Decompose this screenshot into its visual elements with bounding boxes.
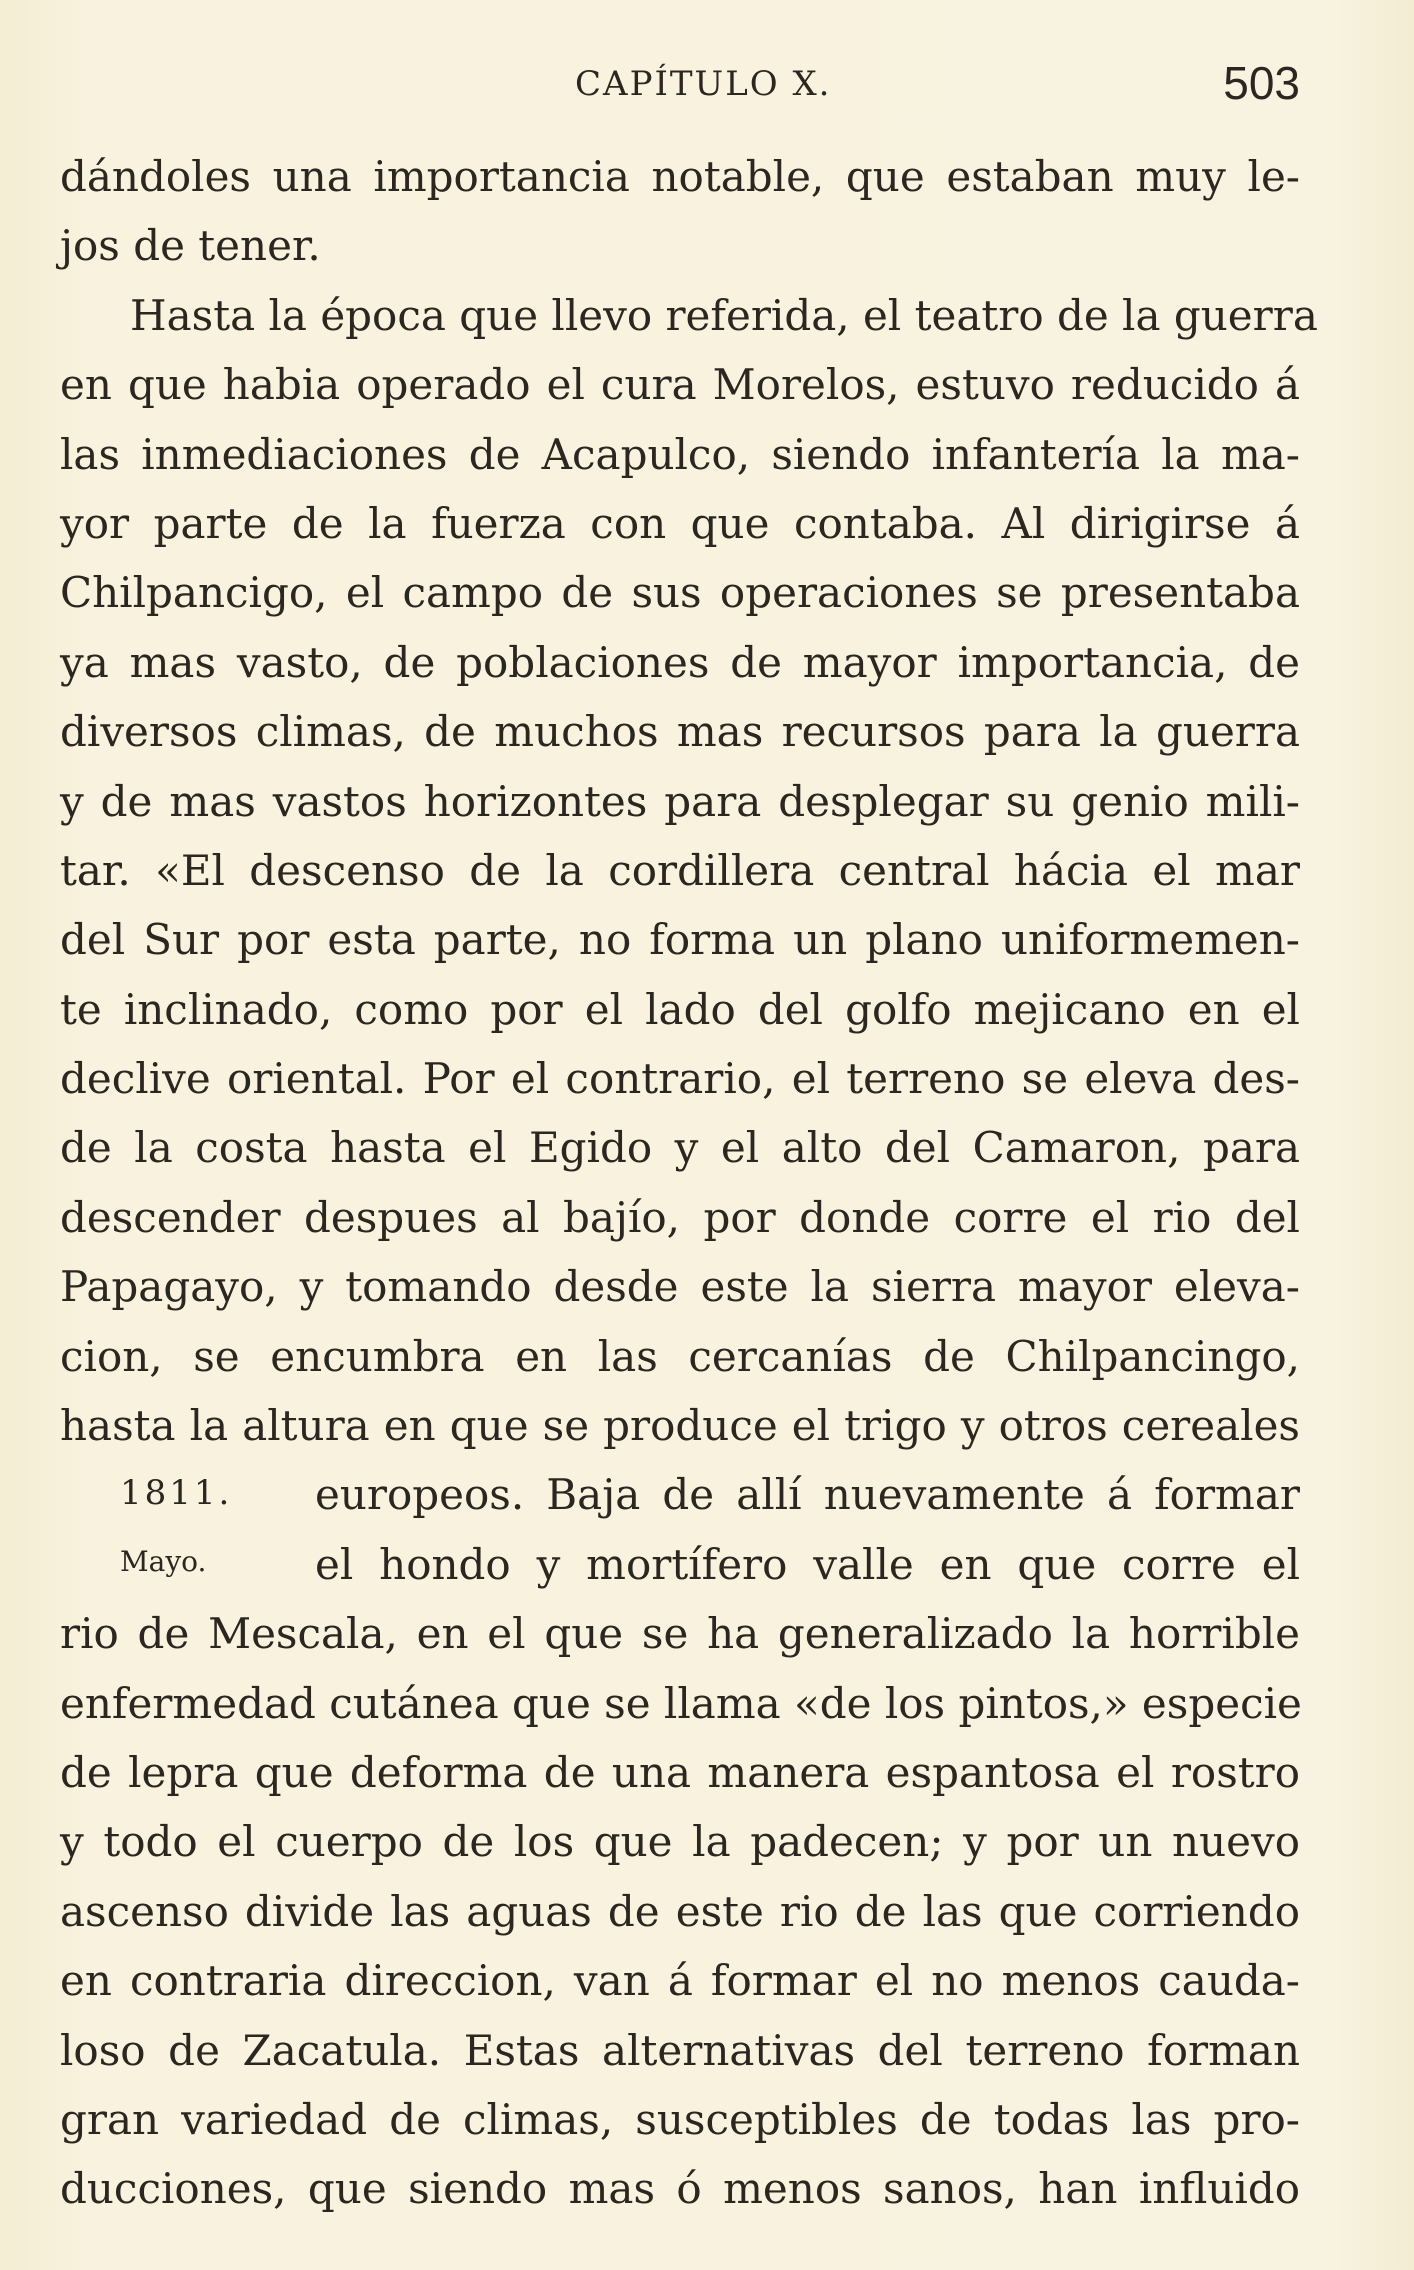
page-header — [60, 56, 1300, 116]
text-line: del Sur por esta parte, no forma un plano uniformemen- — [60, 915, 1300, 965]
text-line-with-margin-note — [60, 1530, 1300, 1599]
text-line: Papagayo, y tomando desde este la sierra mayor eleva- — [60, 1262, 1300, 1312]
margin-note-year: 1811. — [120, 1473, 233, 1514]
text-line: gran variedad de climas, susceptibles de todas las pro- — [60, 2094, 1300, 2144]
text-line: yor parte de la fuerza con que contaba. Al dirigirse á — [60, 498, 1300, 548]
text-line: en contraria direccion, van á formar el no menos cauda- — [60, 1956, 1300, 2006]
text-line: Hasta la época que llevo referida, el teatro de la guerra — [130, 290, 1318, 340]
text-line-with-margin-note — [60, 1460, 1300, 1529]
text-line: tar. «El descenso de la cordillera central hácia el mar — [60, 845, 1300, 895]
text-line: declive oriental. Por el contrario, el terreno se eleva des- — [60, 1054, 1300, 1104]
text-line: de lepra que deforma de una manera espantosa el rostro — [60, 1747, 1300, 1797]
text-line: hasta la altura en que se produce el trigo y otros cereales — [60, 1401, 1300, 1451]
text-line: de la costa hasta el Egido y el alto del Camaron, para — [60, 1123, 1300, 1173]
text-line: dándoles una importancia notable, que estaban muy le- — [60, 152, 1300, 201]
text-line: las inmediaciones de Acapulco, siendo infantería la ma- — [60, 429, 1300, 479]
body-text — [60, 142, 1318, 2224]
text-line: te inclinado, como por el lado del golfo mejicano en el — [60, 984, 1300, 1034]
text-line: en que habia operado el cura Morelos, estuvo reducido á — [60, 360, 1300, 410]
text-line: diversos climas, de muchos mas recursos para la guerra — [60, 707, 1300, 757]
text-line: jos de tener. — [60, 221, 321, 271]
text-line: descender despues al bajío, por donde corre el rio del — [60, 1192, 1300, 1242]
text-line: el hondo y mortífero valle en que corre el — [315, 1539, 1300, 1589]
running-head: CAPÍTULO X. — [575, 64, 832, 104]
text-line: rio de Mescala, en el que se ha generalizado la horrible — [60, 1609, 1300, 1659]
text-line: loso de Zacatula. Estas alternativas del terreno forman — [60, 2025, 1300, 2075]
text-line: y de mas vastos horizontes para desplegar su genio mili- — [60, 776, 1300, 826]
text-line: enfermedad cutánea que se llama «de los pintos,» especie — [60, 1678, 1302, 1728]
text-line: ducciones, que siendo mas ó menos sanos, han influido — [60, 2164, 1300, 2214]
text-line: cion, se encumbra en las cercanías de Chilpancingo, — [60, 1331, 1300, 1381]
margin-note-month: Mayo. — [120, 1544, 207, 1578]
text-line: ascenso divide las aguas de este rio de las que corriendo — [60, 1886, 1300, 1936]
text-line: y todo el cuerpo de los que la padecen; y por un nuevo — [60, 1817, 1300, 1867]
page-number: 503 — [1223, 57, 1300, 109]
text-line: europeos. Baja de allí nuevamente á formar — [315, 1470, 1300, 1520]
text-line: ya mas vasto, de poblaciones de mayor importancia, de — [60, 637, 1300, 687]
text-line: Chilpancigo, el campo de sus operaciones se presentaba — [60, 568, 1300, 618]
